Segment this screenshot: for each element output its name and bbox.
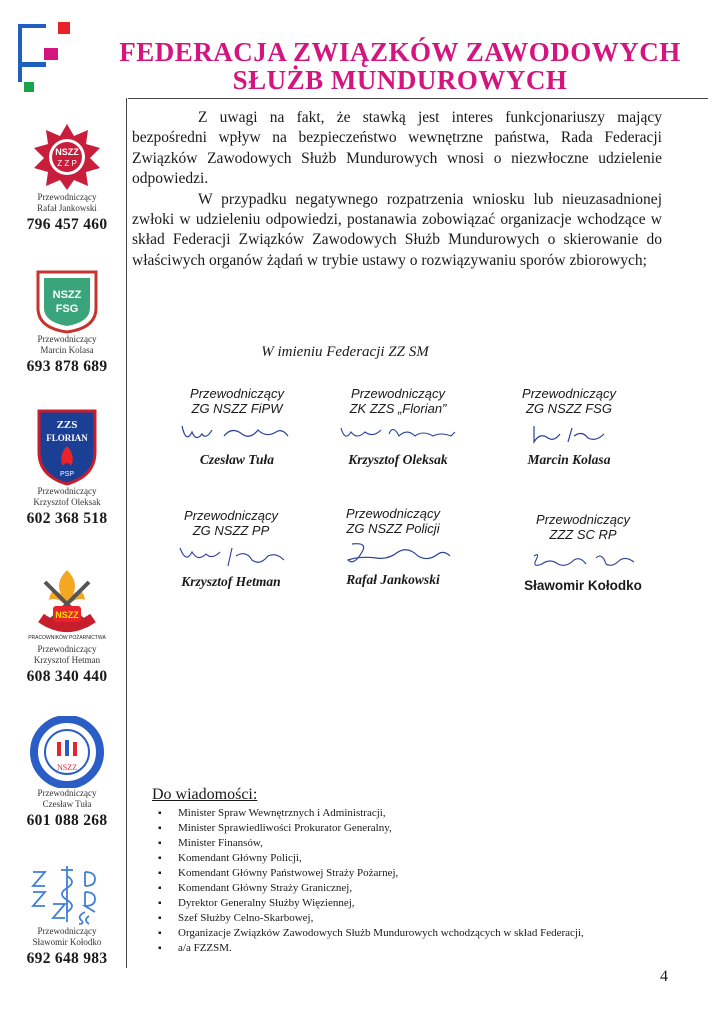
nszz-police-badge-icon <box>32 122 102 192</box>
signature-title: Przewodniczący <box>184 508 278 523</box>
zzs-florian-shield-icon <box>36 408 98 486</box>
member-phone: 692 648 983 <box>26 950 108 967</box>
signature-block-3 <box>474 386 664 467</box>
list-item: ▪ a/a FZZSM. <box>150 941 670 956</box>
signer-name: Rafał Jankowski <box>346 572 440 587</box>
member-name: Rafał Jankowski <box>37 203 97 213</box>
shield-text-2: FSG <box>55 303 79 315</box>
signer-name: Czesław Tuła <box>199 452 275 467</box>
signature-org: ZK ZZS „Florian” <box>349 401 447 416</box>
list-item: ▪ Minister Finansów, <box>150 836 670 851</box>
list-item: ▪ Komendant Główny Straży Granicznej, <box>150 881 670 896</box>
federation-title <box>80 38 720 94</box>
zzsc-rp-emblem-icon <box>27 862 107 926</box>
emblem-text-1: NSZZ <box>55 610 79 620</box>
signature-title: Przewodniczący <box>522 386 616 401</box>
sidebar-member-1 <box>8 122 126 235</box>
member-role: Przewodniczący <box>37 334 97 344</box>
paragraph-1: Z uwagi na fakt, że stawką jest interes funkcjonariuszy mający bezpośredni wpływ na bezpieczeństwo wewnętrzne państwa, Rada Federacji Związków Zawodowych Służb Mundurowych wnosi o niezwłoczne udzielenie odpowiedzi. <box>132 109 662 188</box>
header-divider <box>128 98 708 99</box>
federation-logo-icon <box>18 22 78 94</box>
signer-name: Krzysztof Oleksak <box>348 452 448 467</box>
shield-text-1: NSZZ <box>52 289 82 301</box>
signature-org: ZG NSZZ PP <box>192 523 270 538</box>
list-item: ▪ Komendant Główny Państwowej Straży Pożarnej, <box>150 866 670 881</box>
prison-service-circle-icon <box>29 716 105 788</box>
member-role: Przewodniczący <box>37 644 97 654</box>
sidebar-member-5 <box>8 716 126 831</box>
member-phone: 602 368 518 <box>26 510 108 527</box>
signature-title: Przewodniczący <box>346 506 440 521</box>
list-item: ▪ Komendant Główny Policji, <box>150 851 670 866</box>
handwritten-signature <box>328 538 458 568</box>
member-name: Krzysztof Hetman <box>33 655 101 665</box>
paragraph-2: W przypadku negatywnego rozpatrzenia wniosku lub nieuzasadnionej zwłoki w udzieleniu odpowiedzi, postanawia zobowiązać organizacje wchodzące w skład Federacji Związków Zawodowych Służb Mundurowych o skierowanie do właściwych organów żądań w trybie ustawy o rozwiązywaniu sporów zbiorowych; <box>132 190 662 269</box>
letter-body <box>132 108 662 271</box>
title-line-2: SŁUŻB MUNDUROWYCH <box>232 65 568 95</box>
signature-org: ZG NSZZ Policji <box>346 521 440 536</box>
handwritten-signature <box>172 418 302 448</box>
notice-heading: Do wiadomości: <box>152 786 258 803</box>
member-name: Czesław Tuła <box>42 799 92 809</box>
member-phone: 693 878 689 <box>26 358 108 375</box>
member-role: Przewodniczący <box>37 926 97 936</box>
title-line-1: FEDERACJA ZWIĄZKÓW ZAWODOWYCH <box>119 37 681 67</box>
nszz-fsg-shield-icon <box>34 268 100 334</box>
signature-block-2 <box>303 386 493 467</box>
list-item: ▪ Organizacje Związków Zawodowych Służb Mundurowych wchodzących w skład Federacji, <box>150 926 670 941</box>
signature-block-6 <box>488 512 678 593</box>
list-item: ▪ Minister Spraw Wewnętrznych i Administracji, <box>150 806 670 821</box>
list-item: ▪ Minister Sprawiedliwości Prokurator Generalny, <box>150 821 670 836</box>
badge-text: NSZZ <box>55 147 79 157</box>
handwritten-signature <box>333 418 463 448</box>
sidebar-member-2 <box>8 268 126 377</box>
page-number: 4 <box>660 968 668 985</box>
signature-title: Przewodniczący <box>190 386 284 401</box>
signature-org: ZG NSZZ FSG <box>526 401 612 416</box>
signature-org: ZZZ SC RP <box>549 527 617 542</box>
sidebar-member-3 <box>8 408 126 529</box>
handwritten-signature <box>504 418 634 448</box>
nszz-fire-workers-emblem-icon <box>27 566 107 644</box>
member-phone: 608 340 440 <box>26 668 108 685</box>
member-phone: 796 457 460 <box>26 216 108 233</box>
on-behalf-line: W imieniu Federacji ZZ SM <box>261 344 429 360</box>
shield-text-3: PSP <box>59 471 75 478</box>
signature-title: Przewodniczący <box>351 386 445 401</box>
member-name: Marcin Kolasa <box>40 345 94 355</box>
member-name: Krzysztof Oleksak <box>33 497 101 507</box>
signature-title: Przewodniczący <box>536 512 630 527</box>
signer-name: Sławomir Kołodko <box>524 578 642 593</box>
member-name: Sławomir Kołodko <box>32 937 102 947</box>
shield-text-2: FLORIAN <box>46 433 88 443</box>
signature-org: ZG NSZZ FiPW <box>191 401 283 416</box>
member-role: Przewodniczący <box>37 788 97 798</box>
member-phone: 601 088 268 <box>26 812 108 829</box>
signer-name: Marcin Kolasa <box>527 452 611 467</box>
circle-text-1: NSZZ <box>57 763 77 772</box>
sidebar-divider <box>126 98 127 968</box>
sidebar-member-6 <box>8 862 126 969</box>
handwritten-signature <box>166 540 296 570</box>
shield-text-1: ZZS <box>56 419 78 431</box>
notice-list <box>150 806 670 956</box>
emblem-text-2: PRACOWNIKÓW POŻARNICTWA <box>28 635 106 641</box>
list-item: ▪ Dyrektor Generalny Służby Więziennej, <box>150 896 670 911</box>
svg-text:Z Z P: Z Z P <box>57 159 77 168</box>
handwritten-signature <box>518 544 648 574</box>
list-item: ▪ Szef Służby Celno-Skarbowej, <box>150 911 670 926</box>
member-role: Przewodniczący <box>37 192 97 202</box>
member-role: Przewodniczący <box>37 486 97 496</box>
signature-block-5 <box>298 506 488 587</box>
signer-name: Krzysztof Hetman <box>181 574 281 589</box>
sidebar-member-4 <box>8 566 126 687</box>
